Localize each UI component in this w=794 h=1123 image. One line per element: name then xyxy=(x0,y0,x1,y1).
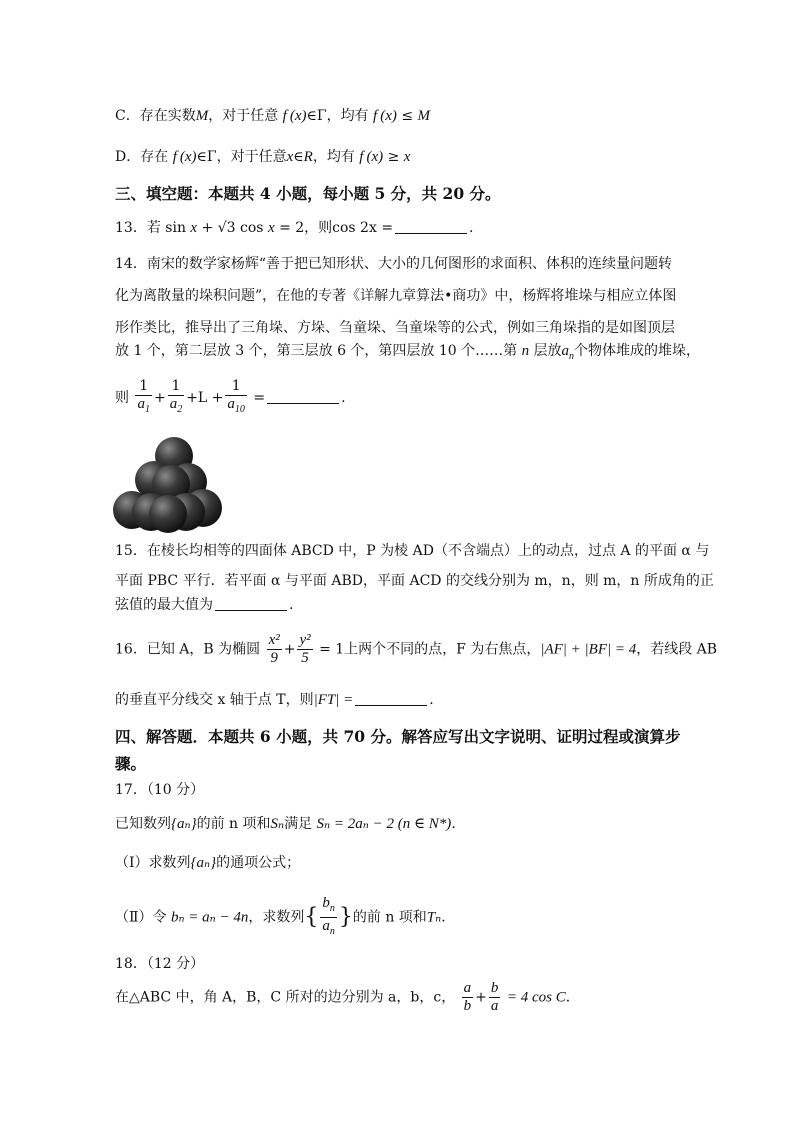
fraction-b-over-a: $\frac{b}{a}$ xyxy=(490,980,499,1014)
question-14-line-4: 放 1 个，第二层放 3 个，第三层放 6 个，第四层放 10 个……第 n 层放$a_n$个物体堆成的堆垛， xyxy=(115,343,701,362)
fraction-y2-over-5: $\frac{\text{y²}}{5}$ xyxy=(299,632,311,666)
question-18-statement: 在△ABC 中，角 A，B，C 所对的边分别为 a，b，c， $\frac{a}{b}$ + $\frac{b}{a}$ = 4 cos C． xyxy=(115,980,580,1014)
question-17-part-1: （Ⅰ）求数列{aₙ}的通项公式； xyxy=(115,855,301,871)
option-c: C．存在实数M，对于任意 f (x)∈Γ，均有 f (x) ≤ M xyxy=(115,108,431,124)
question-18-heading: 18．（12 分） xyxy=(115,956,205,972)
sphere-stack-figure xyxy=(108,432,228,534)
section-3-heading: 三、填空题：本题共 4 小题，每小题 5 分，共 20 分。 xyxy=(115,184,501,203)
answer-blank[interactable] xyxy=(355,691,427,706)
fraction-1-over-a2: $\frac{1}{a_2}$ xyxy=(169,378,183,415)
fraction-1-over-a1: $\frac{1}{a_1}$ xyxy=(137,378,150,415)
question-16-line-1: 16．已知 A，B 为椭圆 $\frac{\text{x²}}{9}$ + $\frac{\text{y²}}{5}$ = 1上两个不同的点，F 为右焦点，|AF| + |BF| = 4，若线段 AB xyxy=(115,632,718,666)
section-4-heading-line-1: 四、解答题．本题共 6 小题，共 70 分。解答应写出文字说明、证明过程或演算步 xyxy=(115,727,681,746)
question-14-line-3: 形作类比，推导出了三角垛、方垛、刍童垛、刍童垛等的公式，例如三角垛指的是如图顶层 xyxy=(115,320,675,336)
answer-blank[interactable] xyxy=(395,219,467,234)
question-14-line-1: 14．南宋的数学家杨辉“善于把已知形状、大小的几何图形的求面积、体积的连续量问题转 xyxy=(115,256,672,272)
answer-blank[interactable] xyxy=(267,389,339,404)
question-15-line-1: 15．在棱长均相等的四面体 ABCD 中，P 为棱 AD（不含端点）上的动点，过点 A 的平面 α 与 xyxy=(115,543,710,559)
fraction-x2-over-9: $\frac{\text{x²}}{9}$ xyxy=(268,632,280,666)
question-16-line-2: 的垂直平分线交 x 轴于点 T，则|FT| = . xyxy=(115,692,434,708)
answer-blank[interactable] xyxy=(215,596,287,611)
question-17-part-2: （Ⅱ）令 bₙ = aₙ − 4n，求数列{ $\frac{b_n}{a_n}$ }的前 n 项和Tₙ． xyxy=(115,895,684,939)
sphere xyxy=(149,495,187,533)
section-4-heading-line-2: 骤。 xyxy=(115,754,147,773)
fraction-bn-over-an: $\frac{b_n}{a_n}$ xyxy=(322,895,335,937)
question-13: 13．若 sin x + √3 cos x = 2，则cos 2x = . xyxy=(115,220,474,236)
question-17-statement: 已知数列{aₙ}的前 n 项和Sₙ满足 Sₙ = 2aₙ − 2 (n ∈ N*)． xyxy=(115,816,466,832)
question-14-formula: 则 $\frac{1}{a_1}$ + $\frac{1}{a_2}$ +L + $\frac{1}{a_{10}}$ = . xyxy=(115,378,684,424)
fraction-a-over-b: $\frac{a}{b}$ xyxy=(463,980,472,1014)
fraction-1-over-a10: $\frac{1}{a_{10}}$ xyxy=(227,378,245,415)
question-15-line-2: 平面 PBC 平行．若平面 α 与平面 ABD，平面 ACD 的交线分别为 m，n，则 m，n 所成角的正 xyxy=(115,573,714,589)
question-15-line-3: 弦值的最大值为 . xyxy=(115,597,294,613)
question-14-line-2: 化为离散量的垛积问题”，在他的专著《详解九章算法•商功》中，杨辉将堆垛与相应立体图 xyxy=(115,288,677,304)
question-17-heading: 17．（10 分） xyxy=(115,782,205,798)
option-d: D．存在 f (x)∈Γ，对于任意x∈R，均有 f (x) ≥ x xyxy=(115,149,411,165)
